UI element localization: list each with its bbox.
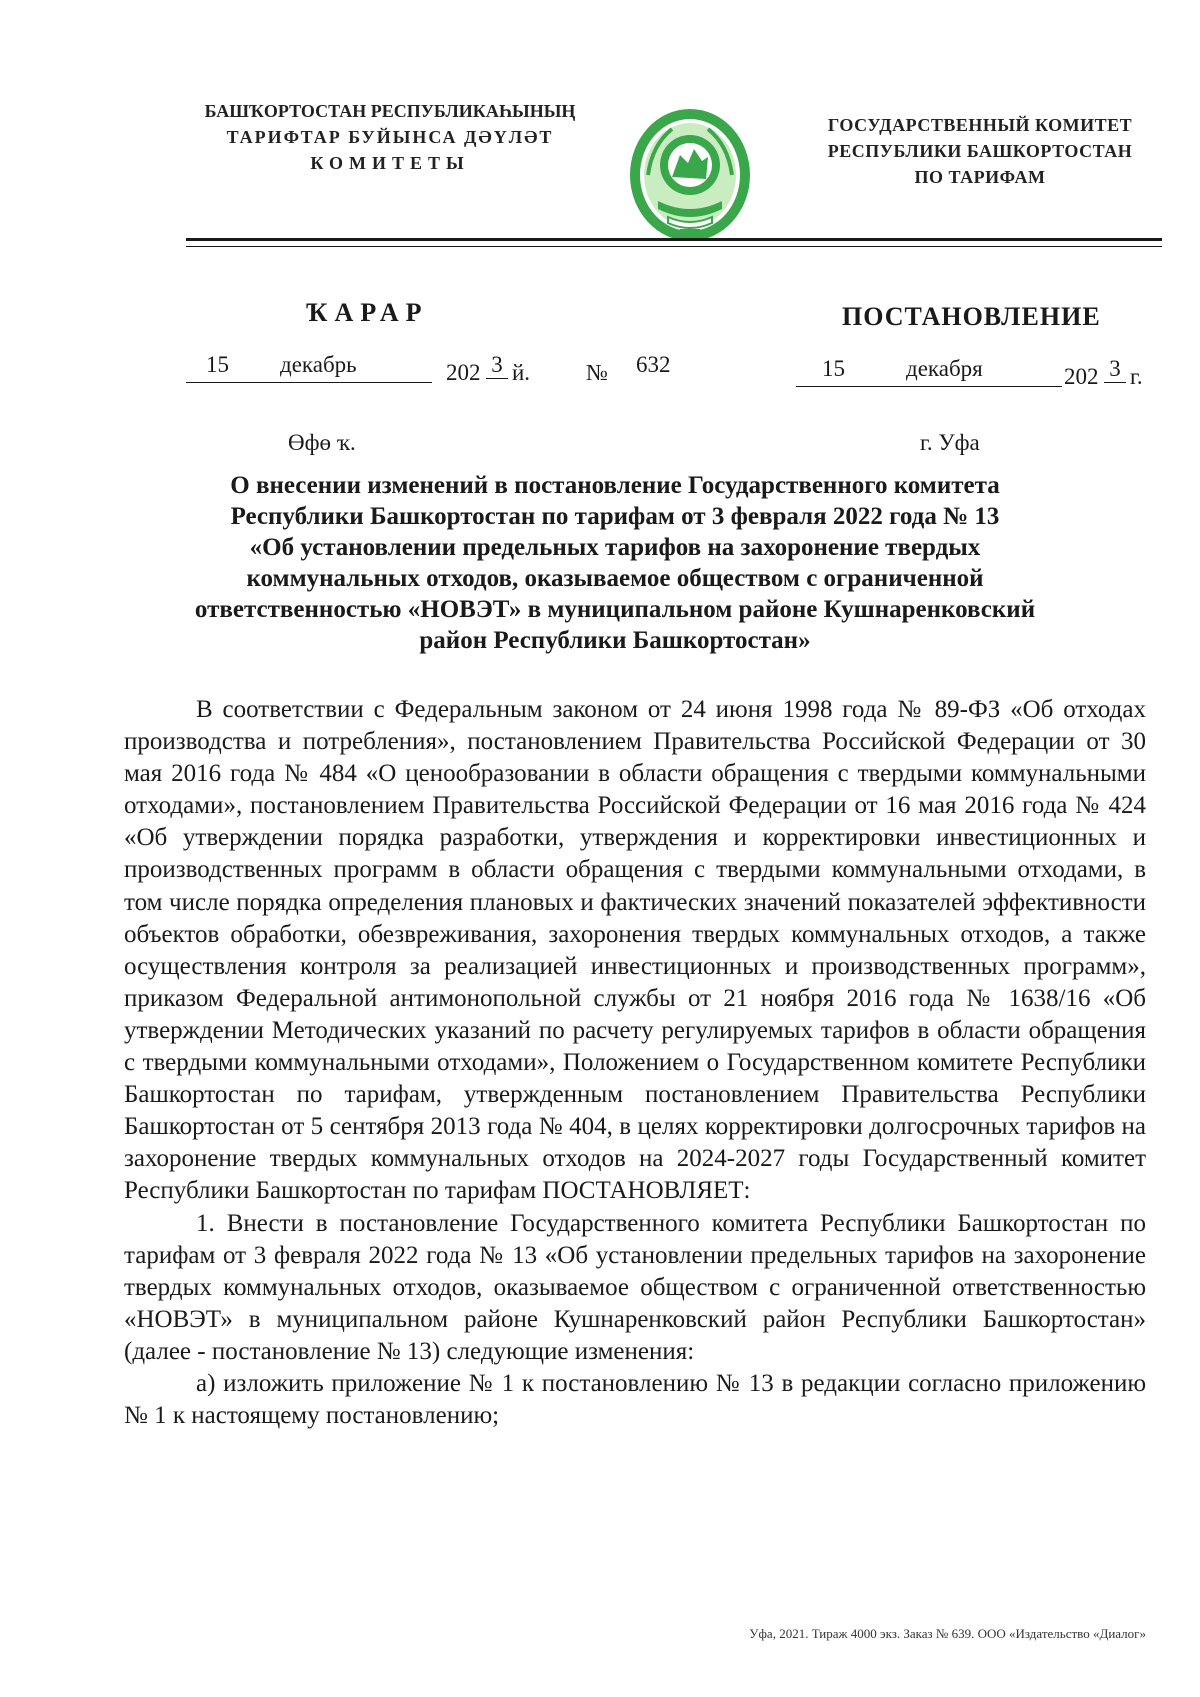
right-year-digit: 3 xyxy=(1104,356,1126,383)
left-city: Өфө ҡ. xyxy=(288,430,356,455)
right-date-underline xyxy=(796,386,1062,387)
title-line: ответственностью «НОВЭТ» в муниципальном районе Кушнаренковский xyxy=(194,596,1036,623)
right-day: 15 xyxy=(822,356,845,381)
title-line: коммунальных отходов, оказываемое обществом с ограниченной xyxy=(246,565,984,592)
number-sign: № xyxy=(586,360,608,385)
caption-postanovlenie: ПОСТАНОВЛЕНИЕ xyxy=(842,302,1101,331)
right-month: декабря xyxy=(906,356,983,381)
header-divider-thick xyxy=(186,238,1162,241)
paragraph-preamble: В соответствии с Федеральным законом от 24 июня 1998 года № 89-ФЗ «Об отходах производства и потребления», постановлением Правительства Российской Федерации от 30 мая 2016 года № 484 «О ценообразовании в области обращения с твердыми коммунальными отходами», постановлением Правительства Российской Федерации от 16 мая 2016 года № 424 «Об утверждении порядка разработки, утверждения и корректировки инвестиционных и производственных программ в области обращения с твердыми коммунальными отходами, в том числе порядка определения плановых и фактических значений показателей эффективности объектов обработки, обезвреживания, захоронения твердых коммунальных отходов, а также осуществления контроля за реализацией инвестиционных и производственных программ», приказом Федеральной антимонопольной службы от 21 ноября 2016 года № 1638/16 «Об утверждении Методических указаний по расчету регулируемых тарифов в области обращения с твердыми коммунальными отходами», Положением о Государственном комитете Республики Башкортостан по тарифам, утвержденным постановлением Правительства Республики Башкортостан от 5 сентября 2013 года № 404, в целях корректировки долгосрочных тарифов на захоронение твердых коммунальных отходов на 2024-2027 годы Государственный комитет Республики Башкортостан по тарифам ПОСТАНОВЛЯЕТ: xyxy=(124,696,1146,1205)
document-number: 632 xyxy=(636,352,671,377)
header-right-line-2: РЕСПУБЛИКИ БАШКОРТОСТАН xyxy=(827,141,1133,161)
left-date-underline xyxy=(186,382,432,383)
paragraph-item-1: 1. Внести в постановление Государственного комитета Республики Башкортостан по тарифам от 3 февраля 2022 года № 13 «Об установлении предельных тарифов на захоронение твердых коммунальных отходов, оказываемое обществом с ограниченной ответственностью «НОВЭТ» в муниципальном районе Кушнаренковский район Республики Башкортостан» (далее - постановление № 13) следующие изменения: xyxy=(124,1209,1146,1365)
title-line: «Об установлении предельных тарифов на захоронение твердых xyxy=(249,534,981,561)
left-year-prefix: 202 xyxy=(446,360,481,385)
republic-emblem-icon xyxy=(628,105,752,251)
header-right xyxy=(790,112,1170,190)
document-title xyxy=(150,470,1080,656)
right-year-suffix: г. xyxy=(1130,364,1143,389)
header-left xyxy=(180,98,600,176)
title-line: Республики Башкортостан по тарифам от 3 февраля 2022 года № 13 xyxy=(230,503,1000,530)
print-footer: Уфа, 2021. Тираж 4000 экз. Заказ № 639. ООО «Издательство «Диалог» xyxy=(749,1626,1146,1641)
header-right-line-3: ПО ТАРИФАМ xyxy=(914,167,1046,187)
left-year-digit: 3 xyxy=(486,352,508,379)
header-left-line-2: ТАРИФТАР БУЙЫНСА ДӘҮЛӘТ xyxy=(226,127,554,147)
right-year-prefix: 202 xyxy=(1064,364,1099,389)
header-right-line-1: ГОСУДАРСТВЕННЫЙ КОМИТЕТ xyxy=(827,115,1133,135)
right-city: г. Уфа xyxy=(920,430,980,455)
header-left-line-1: БАШҠОРТОСТАН РЕСПУБЛИКАҺЫНЫҢ xyxy=(204,101,576,121)
left-day: 15 xyxy=(206,352,229,377)
left-year-suffix: й. xyxy=(512,360,531,385)
title-line: район Республики Башкортостан» xyxy=(419,627,811,654)
header-divider-thin xyxy=(186,246,1162,247)
left-month: декабрь xyxy=(280,352,357,377)
caption-karar: ҠАРАР xyxy=(306,298,429,327)
header-left-line-3: КОМИТЕТЫ xyxy=(310,153,470,173)
paragraph-item-1a: а) изложить приложение № 1 к постановлению № 13 в редакции согласно приложению № 1 к настоящему постановлению; xyxy=(124,1369,1146,1430)
document-body xyxy=(124,694,1146,1432)
title-line: О внесении изменений в постановление Государственного комитета xyxy=(230,472,1000,499)
